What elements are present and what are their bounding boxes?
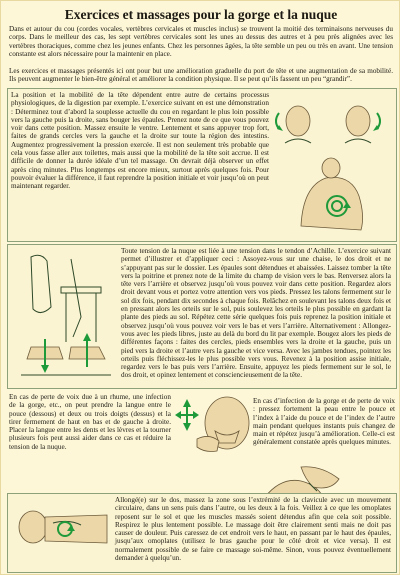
clavicle-massage-illustration [11, 497, 111, 567]
intro-paragraph-1: Dans et autour du cou (cordes vocales, vertèbres cervicales et muscles inclus) se trouvent la moitié des terminaisons nerveuses du corps. Dans le meilleur des cas, les sept vertèbres cervicales sont les unes au dessus des autres et à peu près alignées avec les vertèbres thoraciques, comme chez les jeunes enfants. Chez les personnes âgées, la tête semble un peu ou très en avant. Une tension constante est alors nécessaire pour la maintenir en place. [9, 25, 393, 58]
page-title: Exercices et massages pour la gorge et la nuque [64, 7, 338, 22]
section-4-text: En cas de perte de voix due à un rhume, une infection de la gorge, etc., on peut prendre la langue entre le pouce (dessous) et deux ou trois doigts (dessus) et la tirer fermement de haut en bas et de gauche à droite. Placer la langue entre les dents et les lèvres et la tourner plusieurs fois peut aussi aider dans ce cas et réduire la tension de la nuque. [9, 393, 171, 451]
section-3-text: En cas d’infection de la gorge et de perte de voix : pressez fortement la peau entre le pouce et l’index à l’aide du pouce et de l’index de l’autre main pendant quelques instants puis changez de main et répétez jusqu’à amélioration. Celle-ci est généralement constatée après quelques minutes. [253, 397, 395, 447]
head-turn-illustration [273, 93, 393, 153]
section-1-text: La position et la mobilité de la tête dépendent entre autre de certains processus physiologiques, de la digestion par exemple. L’exercice suivant en est une démonstration : Déterminez tout d’abord la souplesse actuelle du cou en regardant le plus loin possible vers la gauche puis la droite, sans bouger les épaules. Prenez note de ce que vous pouvez voir dans cette position. Massez ensuite le ventre. Lentement et sans appuyer trop fort, faites de grands cercles vers la gauche et la droite sur toute la région des intestins. Augmentez progressivement la pression exercée. Il est non seulement très probable que cela vous fasse aller aux toilettes, mais aussi que la mobilité de la tête soit accrue. Il est difficile de donner la durée idéale d’un tel massage. On devrait déjà observer un effet après cinq minutes. Plus longtemps est encore mieux, surtout après quelques fois. Pour pouvoir évaluer la différence, il faut reprendre la position initiale et voir jusqu’où on peut maintenant regarder. [11, 91, 269, 191]
belly-massage-illustration [281, 156, 391, 234]
intro-paragraph-2: Les exercices et massages présentés ici ont pour but une amélioration graduelle du port de tête et une augmentation de sa mobilité. Ils peuvent augmenter le bien-être général et améliorer la condition physique. Il se peut qu’ils fassent un peu “grandir”. [9, 67, 393, 84]
feet-exercise-illustration [11, 247, 119, 382]
section-5-text: Allongé(e) sur le dos, massez la zone sous l’extrémité de la clavicule avec un mouvement circulaire, dans un sens puis dans l’autre, ou les deux à la fois. Veillez à ce que les omoplates reposent sur le sol et que les muscles massés soient détendus afin que cela soit possible. Respirez le plus lentement possible. Le massage doit être clairement senti mais ne doit pas causer de douleur. Puis caressez de cet endroit vers le haut, en passant par le haut des épaules, jusqu’aux omoplates (utilisez le bras gauche pour le côté droit et vice versa). Il est normalement possible de se faire ce massage soi-même. Sinon, vous pouvez éventuellement demander à quelqu’un. [115, 496, 391, 563]
section-2-text: Toute tension de la nuque est liée à une tension dans le tendon d’Achille. L’exercice suivant permet d’illustrer et d’appliquer ceci : Assoyez-vous sur une chaise, le dos droit et ne s’appuyant pas sur le dossier. Les épaules sont détendues et abaissées. Laissez tomber la tête vers la poitrine et prenez note de la limite du champ de vision vers le bas. Renversez alors la tête vers l’arrière et observez jusqu’où vous pouvez voir dans cette position. Regardez alors droit devant vous et portez votre attention vers vos pieds. Pressez les talons fermement sur le sol dix fois, pendant dix secondes à chaque fois. Relâchez en soulevant les talons deux fois et en pressant alors les orteils sur le sol, puis soulevez les orteils le plus possible en gardant la plante des pieds au sol. Répétez cette série quelques fois puis reprenez la position initiale et observez jusqu’où vous pouvez voir vers le bas et vers l’arrière. Alternativement : Allongez-vous avec les pieds libres, juste au delà du bord du lit par exemple. Bougez alors les pieds de différentes façons : faites des cercles, pieds ensembles vers la droite et la gauche, puis un pied vers la droite et l’autre vers la gauche et vice versa. Avec les jambes tendues, pointez les orteils puis fléchissez-les le plus possible vers vous. Revenez à la position assise initiale, regardez vers le bas puis vers l’arrière. Ensuite, appuyez les pieds fermement sur le sol, le dos droit, et opinez lentement et consciencieusement de la tête. [121, 247, 391, 380]
